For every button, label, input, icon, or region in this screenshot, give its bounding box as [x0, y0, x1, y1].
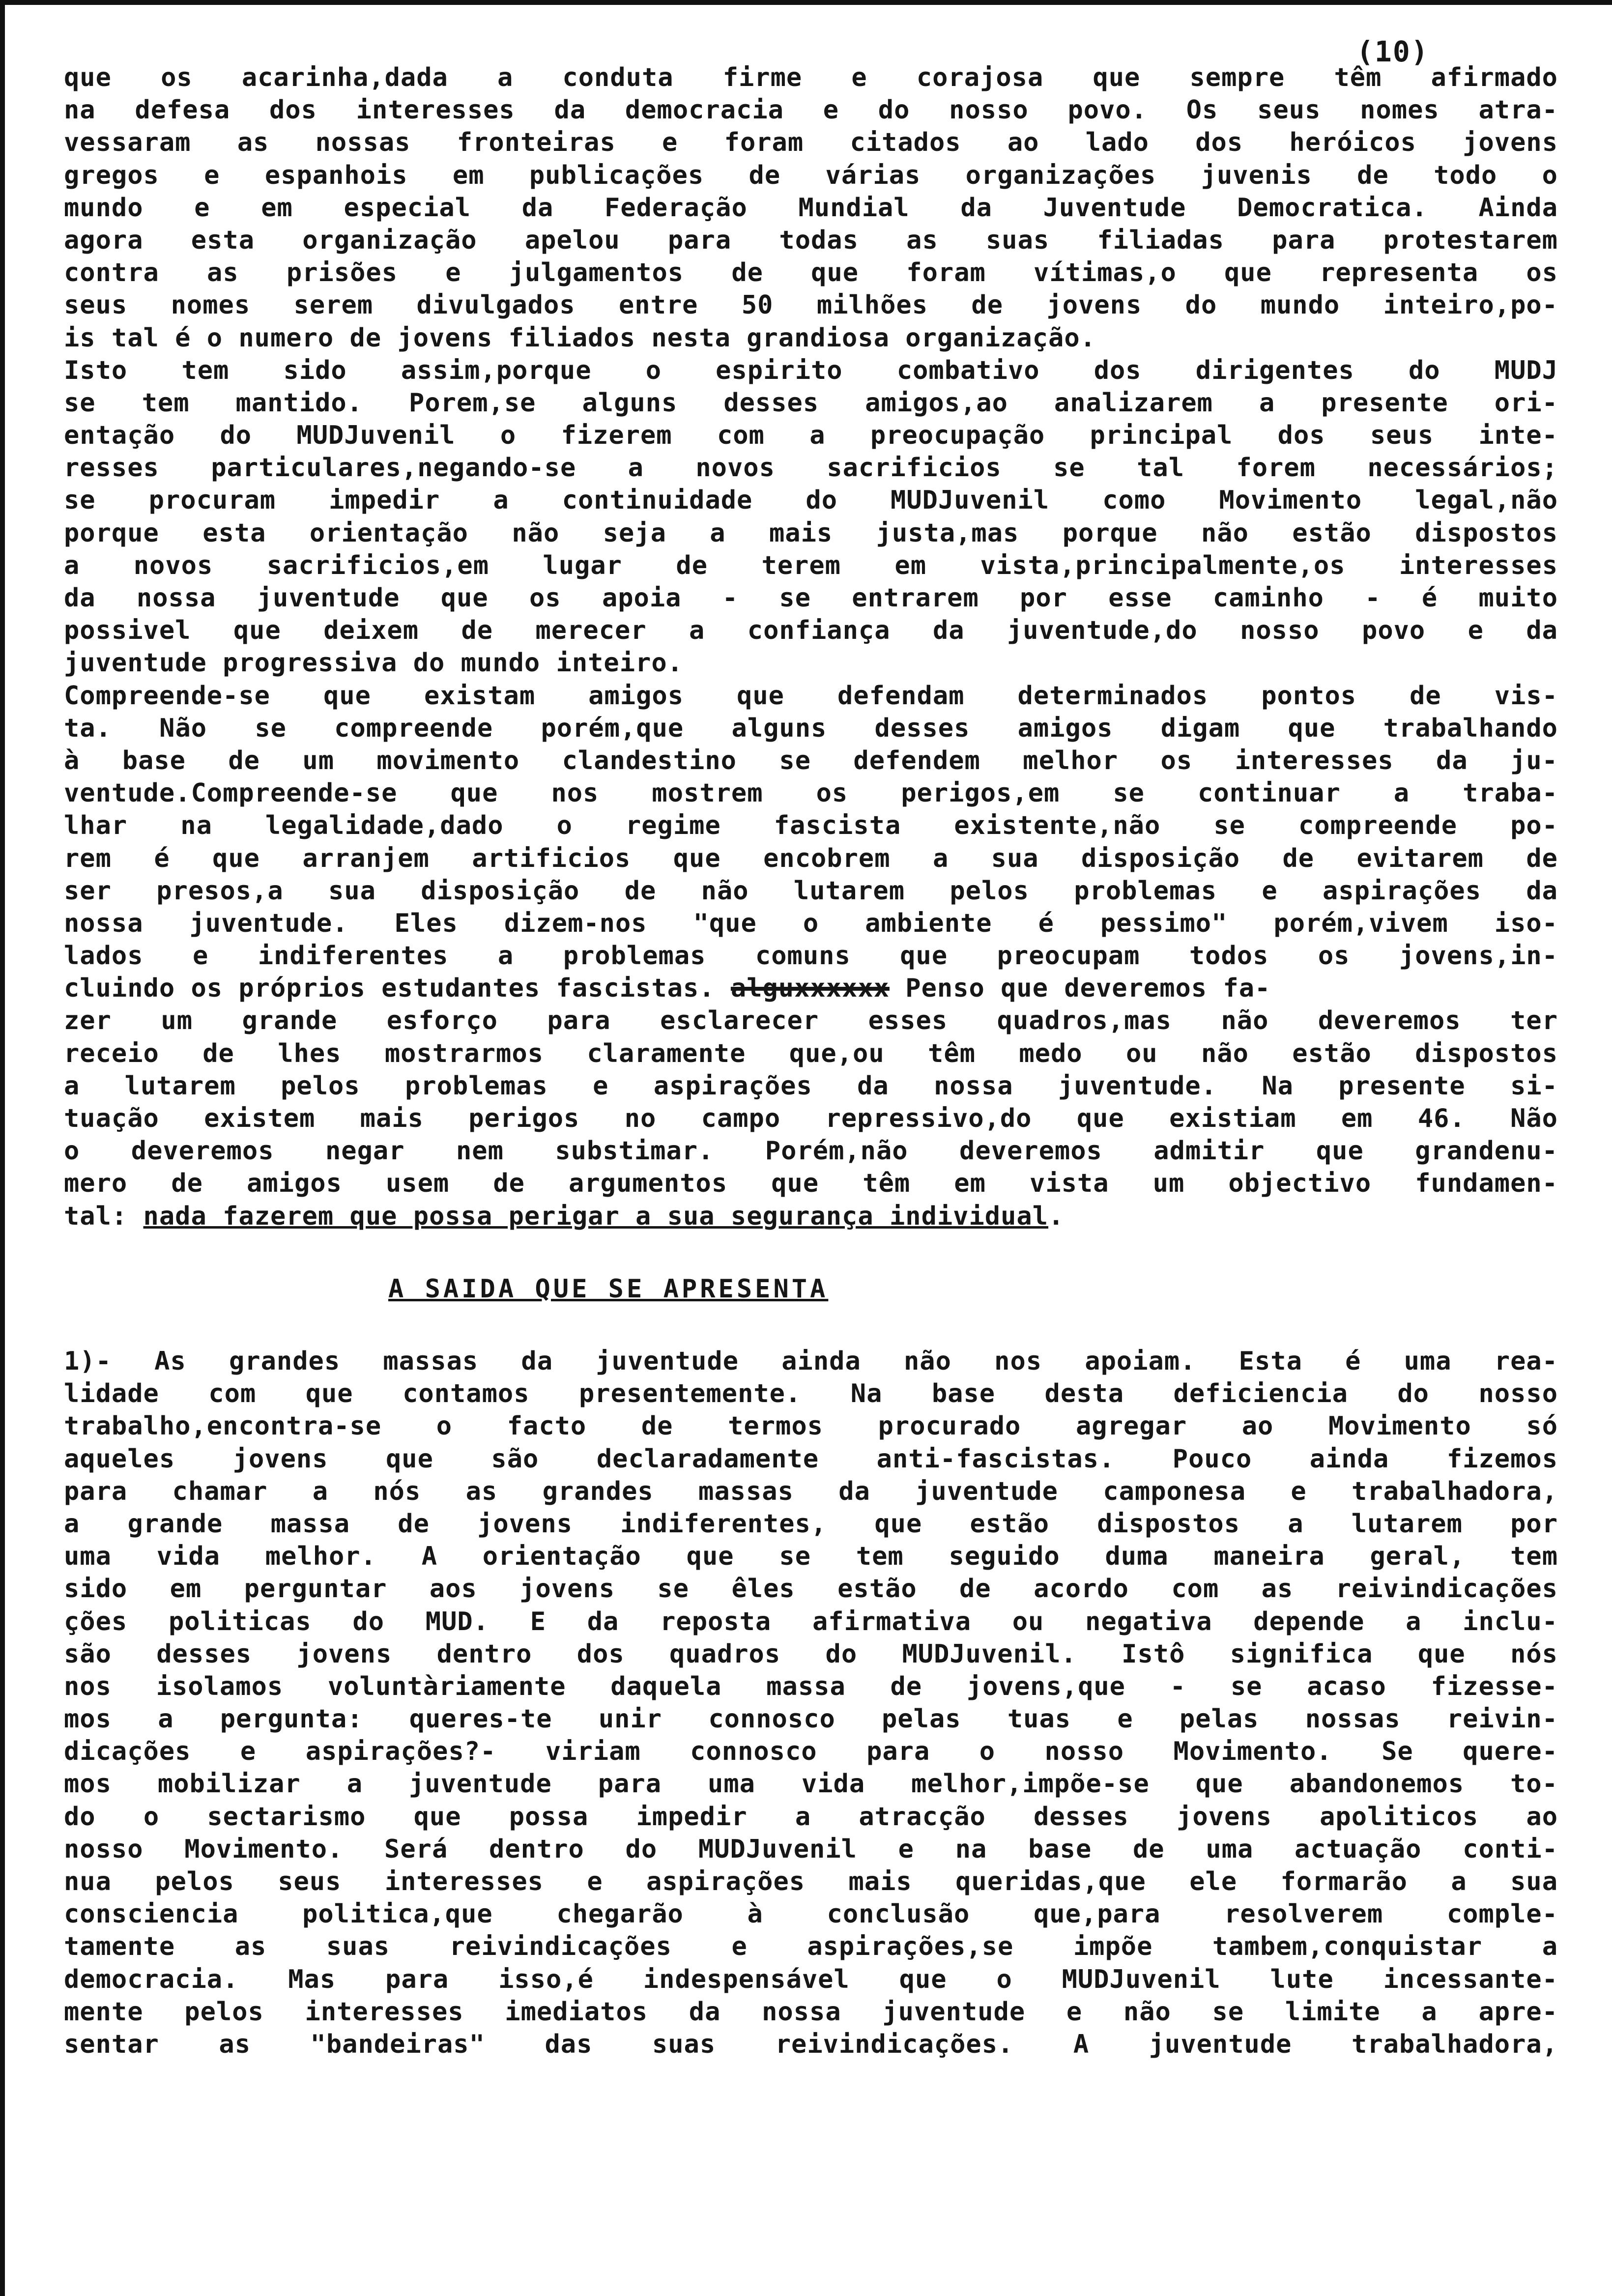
- text-line: do o sectarismo que possa impedir a atracção desses jovens apoliticos ao: [64, 1802, 1558, 1832]
- text-line: nosso Movimento. Será dentro do MUDJuvenil e na base de uma actuação conti-: [64, 1834, 1558, 1864]
- text-line: lados e indiferentes a problemas comuns que preocupam todos os jovens,in-: [64, 941, 1558, 971]
- text-line: dicações e aspirações?- viriam connosco para o nosso Movimento. Se quere-: [64, 1737, 1558, 1767]
- text-line: juventude progressiva do mundo inteiro.: [64, 648, 683, 678]
- text-line: contra as prisões e julgamentos de que foram vítimas,o que representa os: [64, 258, 1558, 288]
- text-line: lhar na legalidade,dado o regime fascista existente,não se compreende po-: [64, 811, 1558, 841]
- text-line-with-strike: [64, 972, 1558, 1004]
- text-line: mundo e em especial da Federação Mundial da Juventude Democratica. Ainda: [64, 193, 1558, 223]
- text-line: Isto tem sido assim,porque o espirito combativo dos dirigentes do MUDJ: [64, 355, 1558, 385]
- text-line: vessaram as nossas fronteiras e foram citados ao lado dos heróicos jovens: [64, 128, 1558, 158]
- text-line: porque esta orientação não seja a mais justa,mas porque não estão dispostos: [64, 518, 1558, 548]
- text-line: receio de lhes mostrarmos claramente que,ou têm medo ou não estão dispostos: [64, 1038, 1558, 1068]
- text-line: seus nomes serem divulgados entre 50 milhões de jovens do mundo inteiro,po-: [64, 290, 1558, 320]
- text-line: resses particulares,negando-se a novos sacrificios se tal forem necessários;: [64, 453, 1558, 483]
- text-line: gregos e espanhois em publicações de várias organizações juvenis de todo o: [64, 160, 1558, 190]
- text-line: democracia. Mas para isso,é indespensável que o MUDJuvenil lute incessante-: [64, 1964, 1558, 1994]
- text-line: para chamar a nós as grandes massas da juventude camponesa e trabalhadora,: [64, 1476, 1558, 1506]
- text-line: sido em perguntar aos jovens se êles estão de acordo com as reivindicações: [64, 1574, 1558, 1604]
- text-line: da nossa juventude que os apoia - se entrarem por esse caminho - é muito: [64, 583, 1558, 613]
- text-line: nos isolamos voluntàriamente daquela massa de jovens,que - se acaso fizesse-: [64, 1671, 1558, 1701]
- text-line: tamente as suas reivindicações e aspirações,se impõe tambem,conquistar a: [64, 1932, 1558, 1962]
- text-line: Compreende-se que existam amigos que defendam determinados pontos de vis-: [64, 681, 1558, 711]
- text-line: ventude.Compreende-se que nos mostrem os perigos,em se continuar a traba-: [64, 778, 1558, 808]
- text-line: ta. Não se compreende porém,que alguns desses amigos digam que trabalhando: [64, 713, 1558, 743]
- paragraph-block-2: [64, 1345, 1558, 2061]
- text-line: nua pelos seus interesses e aspirações mais queridas,que ele formarão a sua: [64, 1867, 1558, 1896]
- scan-edge-left: [0, 0, 5, 2296]
- text-line: nossa juventude. Eles dizem-nos "que o ambiente é pessimo" porém,vivem iso-: [64, 908, 1558, 938]
- text-fragment: [890, 974, 905, 1003]
- text-line: uma vida melhor. A orientação que se tem seguido duma maneira geral, tem: [64, 1542, 1558, 1572]
- text-line: mente pelos interesses imediatos da nossa juventude e não se limite a apre-: [64, 1997, 1558, 2027]
- text-line: aqueles jovens que são declaradamente anti-fascistas. Pouco ainda fizemos: [64, 1444, 1558, 1474]
- text-line: o deveremos negar nem substimar. Porém,não deveremos admitir que grandenu-: [64, 1136, 1558, 1166]
- text-line: tuação existem mais perigos no campo repressivo,do que existiam em 46. Não: [64, 1104, 1558, 1133]
- text-line: a grande massa de jovens indiferentes, que estão dispostos a lutarem por: [64, 1509, 1558, 1539]
- text-line: na defesa dos interesses da democracia e do nosso povo. Os seus nomes atra-: [64, 95, 1558, 125]
- text-line: sentar as "bandeiras" das suas reivindicações. A juventude trabalhadora,: [64, 2029, 1558, 2059]
- text-line-with-underline: [64, 1200, 1558, 1233]
- text-line: a lutarem pelos problemas e aspirações da nossa juventude. Na presente si-: [64, 1071, 1558, 1101]
- text-line: 1)- As grandes massas da juventude ainda não nos apoiam. Esta é uma rea-: [64, 1347, 1558, 1376]
- text-line: possivel que deixem de merecer a confiança da juventude,do nosso povo e da: [64, 616, 1558, 646]
- text-line: mos mobilizar a juventude para uma vida melhor,impõe-se que abandonemos to-: [64, 1769, 1558, 1799]
- paragraph-block-1: [64, 61, 1558, 1233]
- text-line: ções politicas do MUD. E da reposta afirmativa ou negativa depende a inclu-: [64, 1607, 1558, 1636]
- text-line: a novos sacrificios,em lugar de terem em vista,principalmente,os interesses: [64, 550, 1558, 580]
- text-fragment: cluindo os próprios estudantes fascistas.: [64, 974, 731, 1004]
- text-line: is tal é o numero de jovens filiados nesta grandiosa organização.: [64, 323, 1096, 353]
- text-fragment: tal:: [64, 1201, 144, 1231]
- text-line: lidade com que contamos presentemente. Na base desta deficiencia do nosso: [64, 1379, 1558, 1409]
- text-line: são desses jovens dentro dos quadros do MUDJuvenil. Istô significa que nós: [64, 1639, 1558, 1669]
- page-number: (10): [1356, 35, 1429, 68]
- text-line: à base de um movimento clandestino se defendem melhor os interesses da ju-: [64, 746, 1558, 775]
- scan-edge-top: [0, 0, 1612, 5]
- text-line: rem é que arranjem artificios que encobrem a sua disposição de evitarem de: [64, 843, 1558, 873]
- text-fragment: .: [1048, 1201, 1065, 1231]
- text-line: se procuram impedir a continuidade do MUDJuvenil como Movimento legal,não: [64, 486, 1558, 516]
- section-heading: A SAIDA QUE SE APRESENTA: [388, 1274, 829, 1304]
- text-line: entação do MUDJuvenil o fizerem com a preocupação principal dos seus inte-: [64, 421, 1558, 451]
- text-line: mos a pergunta: queres-te unir connosco pelas tuas e pelas nossas reivin-: [64, 1704, 1558, 1734]
- text-line: se tem mantido. Porem,se alguns desses amigos,ao analizarem a presente ori-: [64, 388, 1558, 418]
- text-line: agora esta organização apelou para todas as suas filiadas para protestarem: [64, 225, 1558, 255]
- text-line: que os acarinha,dada a conduta firme e corajosa que sempre têm afirmado: [64, 63, 1558, 92]
- text-line: mero de amigos usem de argumentos que têm em vista um objectivo fundamen-: [64, 1169, 1558, 1199]
- underlined-text: nada fazerem que possa perigar a sua segurança individual: [143, 1201, 1049, 1231]
- text-line: trabalho,encontra-se o facto de termos procurado agregar ao Movimento só: [64, 1411, 1558, 1441]
- text-line: ser presos,a sua disposição de não lutarem pelos problemas e aspirações da: [64, 876, 1558, 906]
- text-fragment: Penso que deveremos fa-: [905, 974, 1271, 1004]
- text-line: consciencia politica,que chegarão à conclusão que,para resolverem comple-: [64, 1899, 1558, 1929]
- struck-text: alguxxxxxx: [730, 974, 890, 1004]
- text-line: zer um grande esforço para esclarecer esses quadros,mas não deveremos ter: [64, 1006, 1558, 1036]
